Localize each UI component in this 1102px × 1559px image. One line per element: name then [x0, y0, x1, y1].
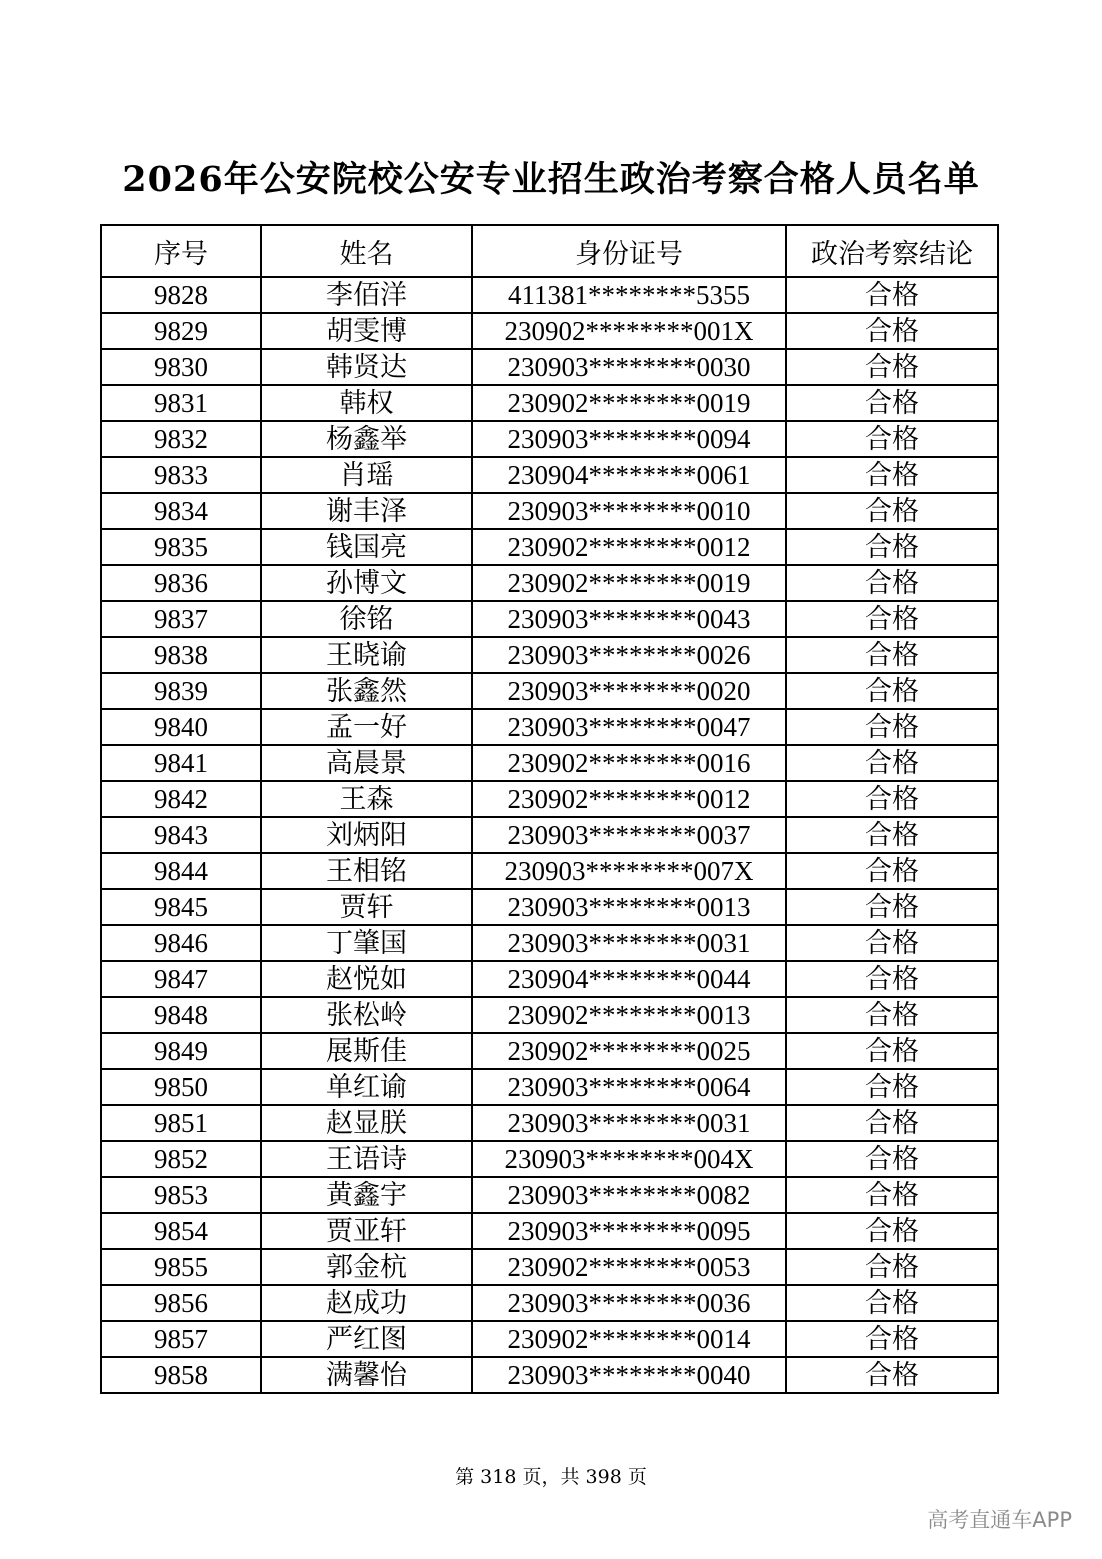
cell-conclusion: 合格	[786, 1033, 998, 1069]
cell-name: 张鑫然	[261, 673, 472, 709]
cell-name: 赵显朕	[261, 1105, 472, 1141]
cell-conclusion: 合格	[786, 673, 998, 709]
cell-conclusion: 合格	[786, 1105, 998, 1141]
table-row	[101, 961, 998, 997]
table-row	[101, 781, 998, 817]
cell-seq: 9858	[101, 1357, 261, 1393]
cell-conclusion: 合格	[786, 961, 998, 997]
table-row	[101, 601, 998, 637]
cell-id-number: 230903********0094	[472, 421, 786, 457]
table-row	[101, 997, 998, 1033]
table-row	[101, 637, 998, 673]
cell-name: 刘炳阳	[261, 817, 472, 853]
cell-seq: 9830	[101, 349, 261, 385]
cell-seq: 9834	[101, 493, 261, 529]
cell-seq: 9847	[101, 961, 261, 997]
cell-name: 严红图	[261, 1321, 472, 1357]
cell-seq: 9848	[101, 997, 261, 1033]
cell-id-number: 230903********0031	[472, 925, 786, 961]
cell-name: 王森	[261, 781, 472, 817]
cell-conclusion: 合格	[786, 1177, 998, 1213]
cell-conclusion: 合格	[786, 1321, 998, 1357]
cell-seq: 9829	[101, 313, 261, 349]
cell-seq: 9852	[101, 1141, 261, 1177]
table-row	[101, 1213, 998, 1249]
cell-seq: 9853	[101, 1177, 261, 1213]
cell-conclusion: 合格	[786, 313, 998, 349]
cell-name: 孟一好	[261, 709, 472, 745]
page-title: 2026年公安院校公安专业招生政治考察合格人员名单	[122, 159, 980, 200]
cell-id-number: 411381********5355	[472, 277, 786, 313]
table-row	[101, 1321, 998, 1357]
cell-conclusion: 合格	[786, 745, 998, 781]
cell-id-number: 230903********0010	[472, 493, 786, 529]
header-seq: 序号	[101, 225, 261, 277]
cell-name: 赵悦如	[261, 961, 472, 997]
table-row	[101, 925, 998, 961]
cell-name: 王语诗	[261, 1141, 472, 1177]
cell-conclusion: 合格	[786, 889, 998, 925]
cell-conclusion: 合格	[786, 1357, 998, 1393]
cell-name: 单红谕	[261, 1069, 472, 1105]
header-conclusion: 政治考察结论	[786, 225, 998, 277]
table-row	[101, 277, 998, 313]
table-row	[101, 1285, 998, 1321]
cell-seq: 9850	[101, 1069, 261, 1105]
table-row	[101, 709, 998, 745]
table-row	[101, 1069, 998, 1105]
table-row	[101, 421, 998, 457]
cell-name: 满馨怡	[261, 1357, 472, 1393]
cell-seq: 9840	[101, 709, 261, 745]
cell-name: 郭金杭	[261, 1249, 472, 1285]
table-row	[101, 1105, 998, 1141]
table-row	[101, 457, 998, 493]
cell-seq: 9838	[101, 637, 261, 673]
cell-name: 丁肇国	[261, 925, 472, 961]
table-row	[101, 493, 998, 529]
cell-conclusion: 合格	[786, 1213, 998, 1249]
header-id-number: 身份证号	[472, 225, 786, 277]
cell-id-number: 230903********0013	[472, 889, 786, 925]
cell-conclusion: 合格	[786, 457, 998, 493]
cell-conclusion: 合格	[786, 997, 998, 1033]
cell-conclusion: 合格	[786, 349, 998, 385]
page-number: 第 318 页，共 398 页	[455, 1466, 647, 1488]
cell-seq: 9835	[101, 529, 261, 565]
cell-conclusion: 合格	[786, 565, 998, 601]
table-row	[101, 565, 998, 601]
cell-conclusion: 合格	[786, 1069, 998, 1105]
cell-name: 孙博文	[261, 565, 472, 601]
cell-name: 李佰洋	[261, 277, 472, 313]
cell-id-number: 230902********0014	[472, 1321, 786, 1357]
cell-seq: 9842	[101, 781, 261, 817]
cell-seq: 9856	[101, 1285, 261, 1321]
cell-name: 贾轩	[261, 889, 472, 925]
cell-name: 展斯佳	[261, 1033, 472, 1069]
cell-seq: 9849	[101, 1033, 261, 1069]
cell-seq: 9854	[101, 1213, 261, 1249]
cell-id-number: 230903********0040	[472, 1357, 786, 1393]
cell-name: 肖瑶	[261, 457, 472, 493]
table-row	[101, 853, 998, 889]
cell-conclusion: 合格	[786, 853, 998, 889]
cell-conclusion: 合格	[786, 493, 998, 529]
cell-conclusion: 合格	[786, 1249, 998, 1285]
cell-id-number: 230902********0019	[472, 565, 786, 601]
watermark-text: 高考直通车APP	[927, 1508, 1072, 1532]
cell-id-number: 230902********0013	[472, 997, 786, 1033]
roster-table	[100, 224, 999, 1394]
cell-conclusion: 合格	[786, 817, 998, 853]
cell-conclusion: 合格	[786, 277, 998, 313]
table-row	[101, 313, 998, 349]
cell-seq: 9841	[101, 745, 261, 781]
cell-id-number: 230903********0095	[472, 1213, 786, 1249]
cell-name: 徐铭	[261, 601, 472, 637]
cell-name: 高晨景	[261, 745, 472, 781]
cell-name: 贾亚轩	[261, 1213, 472, 1249]
cell-conclusion: 合格	[786, 1285, 998, 1321]
cell-name: 韩权	[261, 385, 472, 421]
cell-id-number: 230903********0036	[472, 1285, 786, 1321]
cell-conclusion: 合格	[786, 529, 998, 565]
cell-id-number: 230903********004X	[472, 1141, 786, 1177]
cell-id-number: 230903********0064	[472, 1069, 786, 1105]
cell-seq: 9828	[101, 277, 261, 313]
table-header	[101, 225, 998, 277]
cell-name: 黄鑫宇	[261, 1177, 472, 1213]
cell-id-number: 230904********0044	[472, 961, 786, 997]
cell-id-number: 230902********001X	[472, 313, 786, 349]
cell-id-number: 230903********0047	[472, 709, 786, 745]
table-row	[101, 529, 998, 565]
cell-id-number: 230903********0043	[472, 601, 786, 637]
cell-id-number: 230903********0037	[472, 817, 786, 853]
table-row	[101, 745, 998, 781]
cell-id-number: 230903********0026	[472, 637, 786, 673]
table-row	[101, 349, 998, 385]
cell-conclusion: 合格	[786, 601, 998, 637]
table-row	[101, 673, 998, 709]
header-name: 姓名	[261, 225, 472, 277]
cell-conclusion: 合格	[786, 421, 998, 457]
cell-conclusion: 合格	[786, 1141, 998, 1177]
cell-seq: 9832	[101, 421, 261, 457]
cell-seq: 9839	[101, 673, 261, 709]
cell-name: 赵成功	[261, 1285, 472, 1321]
cell-name: 王相铭	[261, 853, 472, 889]
table-row	[101, 1177, 998, 1213]
cell-id-number: 230903********0020	[472, 673, 786, 709]
cell-seq: 9857	[101, 1321, 261, 1357]
cell-id-number: 230902********0019	[472, 385, 786, 421]
table-row	[101, 1033, 998, 1069]
cell-name: 谢丰泽	[261, 493, 472, 529]
cell-name: 王晓谕	[261, 637, 472, 673]
cell-conclusion: 合格	[786, 925, 998, 961]
cell-name: 韩贤达	[261, 349, 472, 385]
table-row	[101, 385, 998, 421]
table-row	[101, 1249, 998, 1285]
cell-seq: 9833	[101, 457, 261, 493]
table-row	[101, 817, 998, 853]
cell-conclusion: 合格	[786, 781, 998, 817]
cell-id-number: 230902********0012	[472, 529, 786, 565]
cell-seq: 9846	[101, 925, 261, 961]
cell-seq: 9836	[101, 565, 261, 601]
cell-id-number: 230902********0012	[472, 781, 786, 817]
cell-name: 张松岭	[261, 997, 472, 1033]
cell-id-number: 230902********0053	[472, 1249, 786, 1285]
cell-seq: 9855	[101, 1249, 261, 1285]
cell-conclusion: 合格	[786, 385, 998, 421]
table-body	[101, 277, 998, 1393]
cell-id-number: 230902********0016	[472, 745, 786, 781]
cell-seq: 9844	[101, 853, 261, 889]
cell-conclusion: 合格	[786, 637, 998, 673]
cell-id-number: 230903********0082	[472, 1177, 786, 1213]
cell-id-number: 230904********0061	[472, 457, 786, 493]
header-row	[101, 225, 998, 277]
table-row	[101, 889, 998, 925]
cell-seq: 9845	[101, 889, 261, 925]
cell-seq: 9843	[101, 817, 261, 853]
cell-name: 钱国亮	[261, 529, 472, 565]
cell-id-number: 230903********0030	[472, 349, 786, 385]
cell-seq: 9831	[101, 385, 261, 421]
cell-seq: 9851	[101, 1105, 261, 1141]
cell-name: 胡雯博	[261, 313, 472, 349]
table-row	[101, 1357, 998, 1393]
cell-name: 杨鑫举	[261, 421, 472, 457]
cell-seq: 9837	[101, 601, 261, 637]
cell-id-number: 230902********0025	[472, 1033, 786, 1069]
table-row	[101, 1141, 998, 1177]
cell-conclusion: 合格	[786, 709, 998, 745]
cell-id-number: 230903********007X	[472, 853, 786, 889]
cell-id-number: 230903********0031	[472, 1105, 786, 1141]
